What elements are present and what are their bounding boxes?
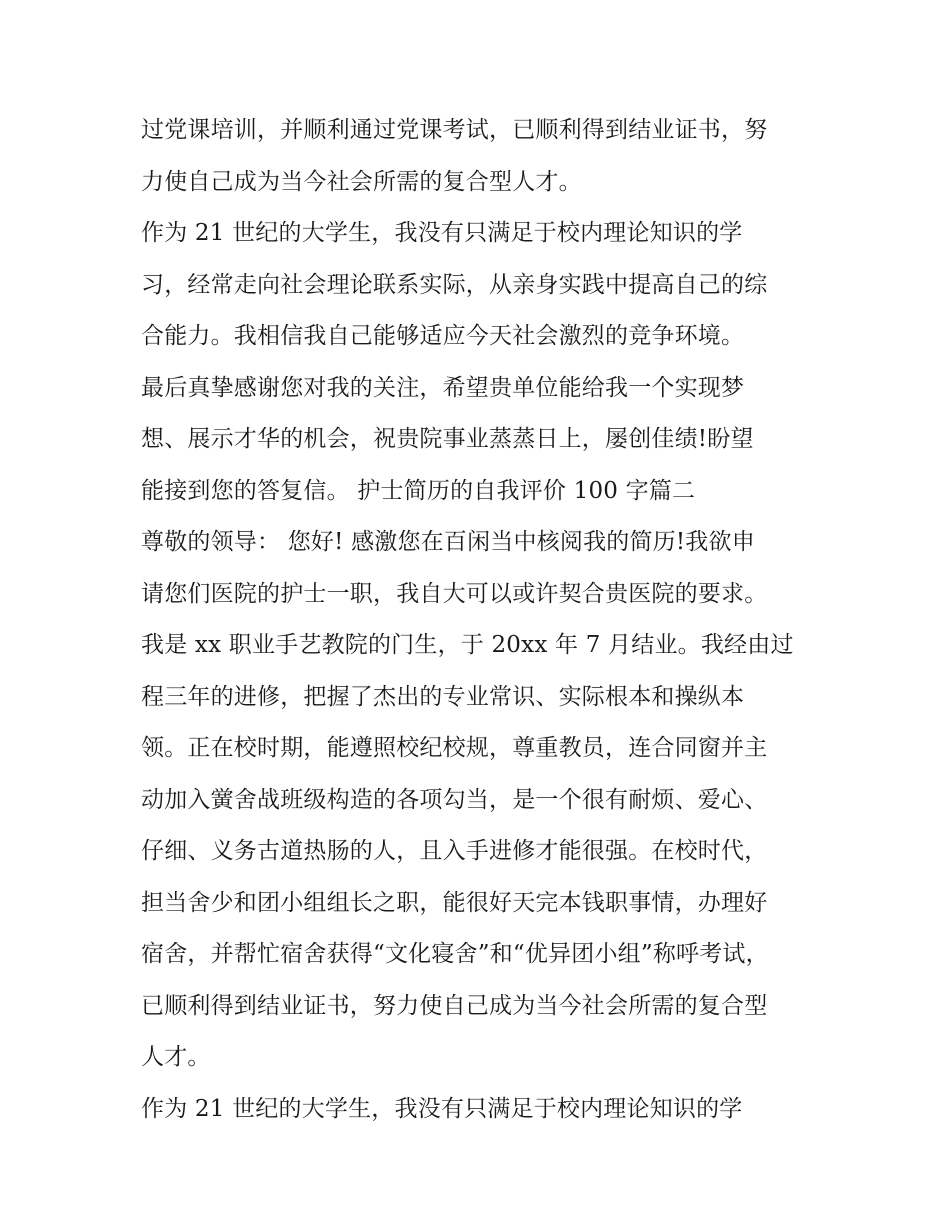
text-line: 动加入黉舍战班级构造的各项勾当，是一个很有耐烦、爱心、 [141,786,768,813]
text-line: 作为 21 世纪的大学生，我没有只满足于校内理论知识的学 [141,1095,743,1122]
text-line: 能接到您的答复信。 护士简历的自我评价 100 字篇二 [141,477,696,504]
text-line: 最后真挚感谢您对我的关注，希望贵单位能给我一个实现梦 [141,374,745,401]
text-line: 宿舍，并帮忙宿舍获得“文化寝舍”和“优异团小组”称呼考试， [141,941,769,967]
text-line: 人才。 [141,1044,211,1070]
text-line: 我是 xx 职业手艺教院的门生，于 20xx 年 7 月结业。我经由过 [141,632,794,658]
text-line: 想、展示才华的机会，祝贵院事业蒸蒸日上，屡创佳绩!盼望 [141,426,754,452]
text-line: 力使自己成为当今社会所需的复合型人才。 [141,168,582,195]
text-line: 习，经常走向社会理论联系实际，从亲身实践中提高自己的综 [141,271,768,298]
text-line: 程三年的进修，把握了杰出的专业常识、实际根本和操纵本 [141,683,745,710]
text-line: 尊敬的领导： 您好! 感激您在百闲当中核阅我的简历!我欲申 [141,529,755,555]
text-line: 过党课培训，并顺利通过党课考试，已顺利得到结业证书，努 [141,117,768,143]
text-line: 仔细、义务古道热肠的人，且入手进修才能很强。在校时代， [141,838,768,864]
text-line: 请您们医院的护士一职，我自大可以或许契合贵医院的要求。 [141,580,768,607]
text-line: 作为 21 世纪的大学生，我没有只满足于校内理论知识的学 [141,220,743,246]
text-line: 已顺利得到结业证书，努力使自己成为当今社会所需的复合型 [141,992,768,1019]
document-body [141,110,831,1140]
text-line: 领。正在校时期，能遵照校纪校规，尊重教员，连合同窗并主 [141,735,768,761]
text-line: 担当舍少和团小组组长之职，能很好天完本钱职事情，办理好 [141,889,768,916]
text-line: 合能力。我相信我自己能够适应今天社会激烈的竞争环境。 [141,323,745,349]
